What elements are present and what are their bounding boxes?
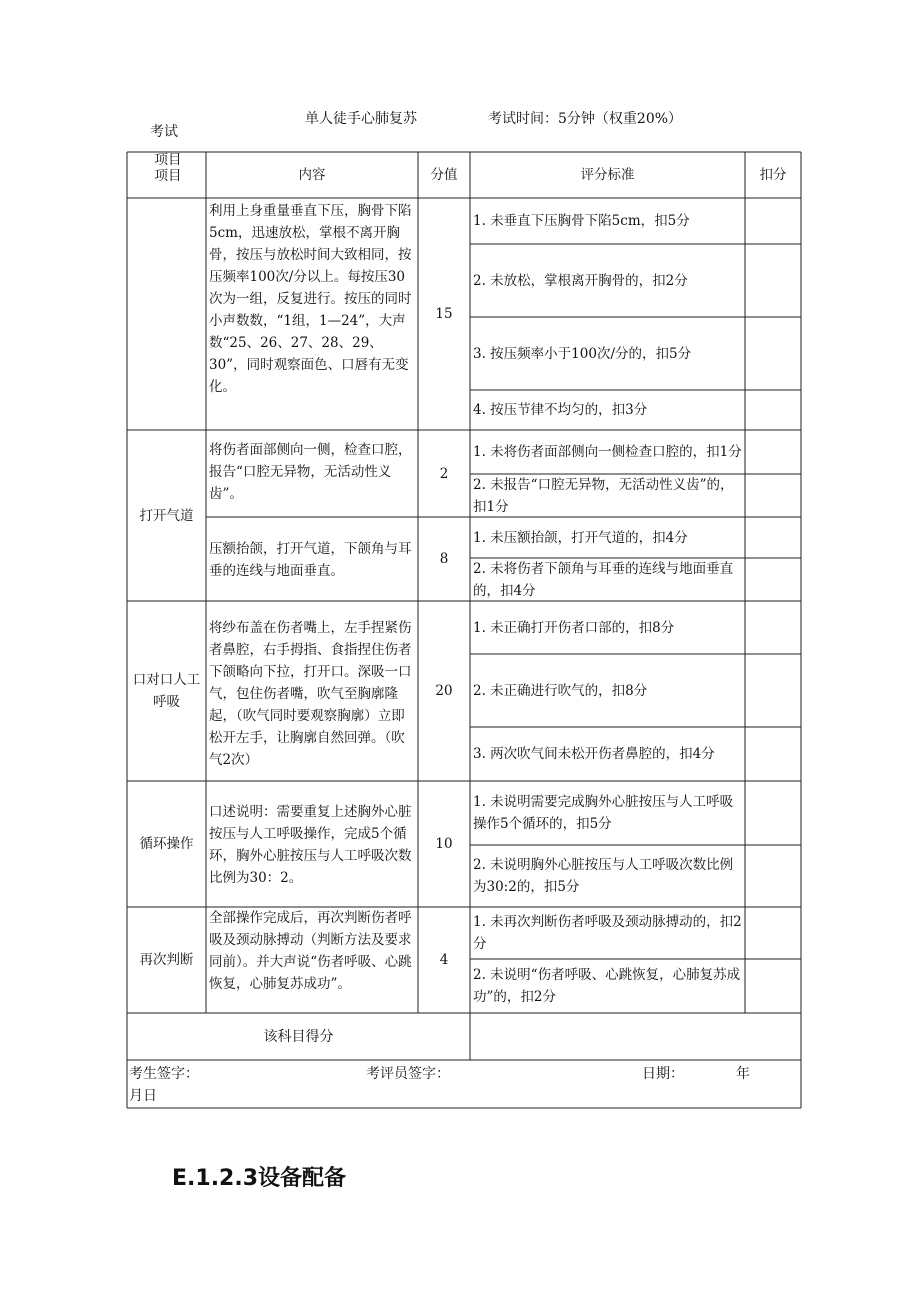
column-header-score: 分值 [430, 167, 458, 183]
date-year-label: 年 [736, 1066, 750, 1082]
row-item-reassess: 再次判断 [139, 952, 194, 968]
row-content-head-tilt: 压额抬颌，打开气道，下颌角与耳垂的连线与地面垂直。 [209, 541, 412, 579]
row-content-rescue-breathing: 将纱布盖在伤者嘴上，左手捏紧伤者鼻腔，右手拇指、食指捏住伤者下颌略向下拉，打开口。深吸一口气，包住伤者嘴，吹气至胸廓隆起，（吹气同时要观察胸廓）立即松开左手，让胸廓自然回弹。（吹气2次） [209, 620, 412, 768]
row-item-open-airway: 打开气道 [139, 507, 194, 524]
row-content-compression: 利用上身重量垂直下压，胸骨下陷5cm，迅速放松，掌根不离开胸骨，按压与放松时间大致相同，按压频率100次/分以上。每按压30次为一组，反复进行。按压的同时小声数数，“1组，1—24”，大声数“25、26、27、28、29、30”，同时观察面色、口唇有无变化。 [209, 203, 412, 395]
total-score-label: 该科目得分 [263, 1028, 334, 1045]
criteria-item: 2. 未说明胸外心脏按压与人工呼吸次数比例为30:2的，扣5分 [473, 857, 734, 895]
criteria-item: 2. 未放松，掌根离开胸骨的，扣2分 [473, 272, 688, 289]
exam-subject: 单人徒手心肺复苏 [305, 111, 417, 127]
row-score-check-mouth: 2 [439, 465, 449, 482]
criteria-item: 2. 未正确进行吹气的，扣8分 [473, 682, 648, 699]
column-header-content: 内容 [298, 167, 326, 183]
examinee-signature-label: 考生签字： [129, 1066, 199, 1082]
date-label: 日期： [642, 1066, 684, 1082]
criteria-item: 2. 未将伤者下颌角与耳垂的连线与地面垂直的，扣4分 [473, 560, 734, 599]
criteria-item: 1. 未说明需要完成胸外心脏按压与人工呼吸操作5个循环的，扣5分 [473, 794, 734, 832]
section-heading: E.1.2.3设备配备 [172, 1166, 347, 1191]
row-score-reassess: 4 [439, 952, 449, 968]
criteria-item: 1. 未垂直下压胸骨下陷5cm，扣5分 [473, 213, 690, 229]
column-header-item-bottom: 项目 [154, 168, 182, 184]
exam-label: 考试 [150, 124, 178, 140]
column-header-item-top: 项目 [154, 152, 182, 168]
examiner-signature-label: 考评员签字： [366, 1066, 450, 1082]
row-content-check-mouth: 将伤者面部侧向一侧，检查口腔，报告“口腔无异物，无活动性义齿”。 [209, 442, 412, 502]
column-header-criteria: 评分标准 [580, 167, 635, 183]
criteria-item: 1. 未正确打开伤者口部的，扣8分 [473, 619, 675, 636]
criteria-item: 4. 按压节律不均匀的，扣3分 [473, 402, 648, 418]
exam-time-note: 考试时间：5分钟（权重20%） [488, 111, 683, 127]
criteria-item: 3. 两次吹气间未松开伤者鼻腔的，扣4分 [473, 746, 715, 762]
criteria-item: 3. 按压频率小于100次/分的，扣5分 [473, 345, 692, 362]
criteria-item: 1. 未压额抬颌，打开气道的，扣4分 [473, 529, 688, 546]
row-item-cycles: 循环操作 [139, 836, 194, 852]
criteria-item: 2. 未说明“伤者呼吸、心跳恢复，心肺复苏成功”的，扣2分 [473, 967, 741, 1005]
row-content-reassess: 全部操作完成后，再次判断伤者呼吸及颈动脉搏动（判断方法及要求同前）。并大声说“伤者呼吸、心跳恢复，心肺复苏成功”。 [209, 910, 412, 992]
row-score-rescue-breathing: 20 [435, 683, 453, 699]
row-score-compression: 15 [435, 306, 453, 322]
row-item-rescue-breathing: 口对口人工呼吸 [132, 672, 201, 710]
column-header-item [148, 152, 188, 184]
row-score-cycles: 10 [435, 836, 453, 852]
row-score-head-tilt: 8 [439, 551, 449, 567]
criteria-item: 1. 未再次判断伤者呼吸及颈动脉搏动的，扣2分 [473, 914, 742, 952]
date-month-day-label: 月日 [129, 1088, 157, 1104]
total-score-field[interactable] [470, 1013, 801, 1060]
criteria-item: 1. 未将伤者面部侧向一侧检查口腔的，扣1分 [473, 444, 742, 460]
criteria-item: 2. 未报告“口腔无异物，无活动性义齿”的，扣1分 [473, 476, 734, 515]
row-content-cycles: 口述说明：需要重复上述胸外心脏按压与人工呼吸操作，完成5个循环，胸外心脏按压与人工呼吸次数比例为30：2。 [209, 804, 412, 886]
column-header-deduct: 扣分 [759, 167, 787, 183]
